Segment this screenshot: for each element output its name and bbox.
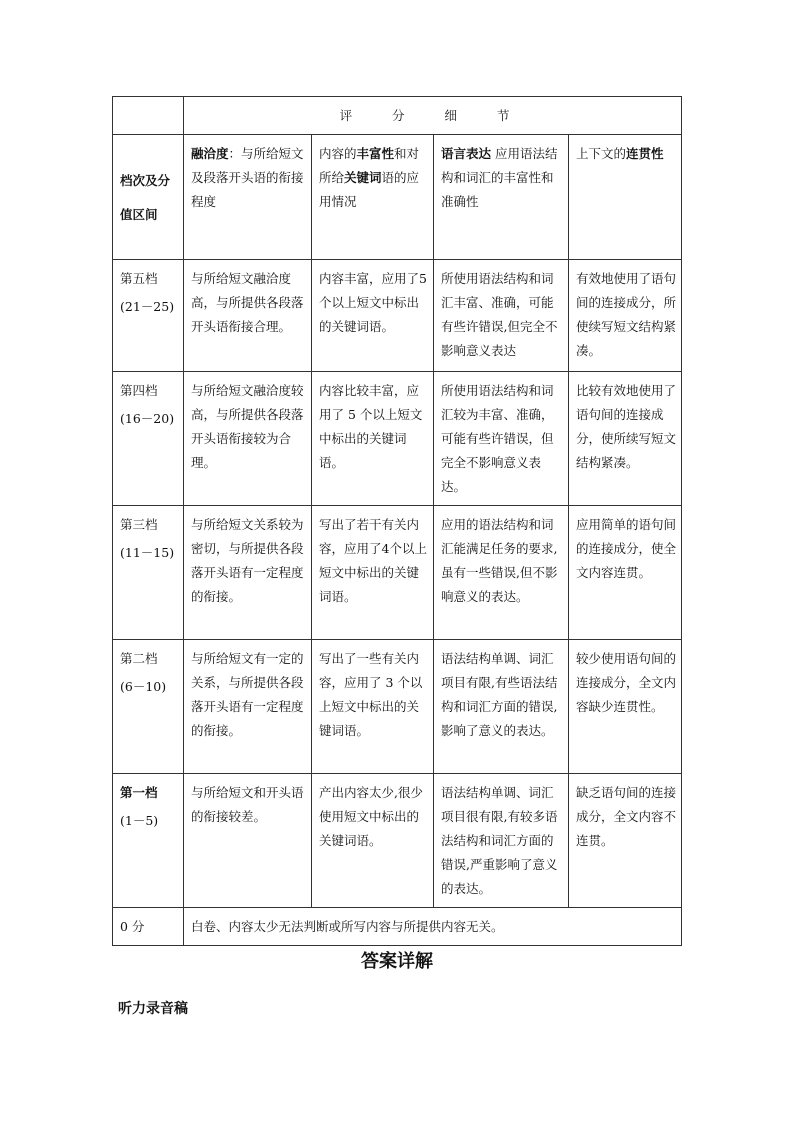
cell-cohesion: 较少使用语句间的连接成分，全文内容缺少连贯性。: [569, 640, 682, 774]
cell-richness: 写出了若干有关内容，应用了4个以上短文中标出的关键词语。: [312, 506, 434, 640]
level-cell: [113, 260, 184, 372]
criterion-2-post: 语的应用情况: [319, 170, 420, 209]
criterion-1-text: ：与所给短文及段落开头语的衔接程度: [191, 146, 304, 209]
cell-language: 应用的语法结构和词汇能满足任务的要求,虽有一些错误,但不影响意义的表达。: [434, 506, 569, 640]
criterion-4-bold: 连贯性: [626, 146, 664, 161]
criterion-coherence-fit: [184, 135, 312, 260]
criterion-cohesion: [569, 135, 682, 260]
criterion-4-pre: 上下文的: [576, 146, 627, 161]
cell-richness: 内容比较丰富，应用了 5 个以上短文中标出的关键词语。: [312, 372, 434, 506]
level-range: (21－25): [120, 299, 175, 314]
cell-cohesion: 应用简单的语句间的连接成分，使全文内容连贯。: [569, 506, 682, 640]
criterion-3-text: 应用语法结构和词汇的丰富性和准确性: [441, 146, 558, 209]
cell-coherence-fit: 与所给短文和开头语的衔接较差。: [184, 774, 312, 908]
level-cell: [113, 506, 184, 640]
table-row: [113, 774, 682, 908]
cell-richness: 写出了一些有关内容，应用了 3 个以上短文中标出的关键词语。: [312, 640, 434, 774]
section-title: 答案详解: [361, 951, 433, 972]
cell-coherence-fit: 与所给短文关系较为密切，与所提供各段落开头语有一定程度的衔接。: [184, 506, 312, 640]
level-range: (11－15): [120, 545, 175, 560]
cell-coherence-fit: 与所给短文融洽度高，与所提供各段落开头语衔接合理。: [184, 260, 312, 372]
criterion-2-pre: 内容的: [319, 146, 357, 161]
cell-coherence-fit: 与所给短文融洽度较高，与所提供各段落开头语衔接较为合理。: [184, 372, 312, 506]
table-row: [113, 372, 682, 506]
table-row: [113, 506, 682, 640]
header-title: 评 分 细 节: [184, 97, 682, 135]
criterion-3-bold: 语言表达: [441, 146, 492, 161]
cell-language: 所使用语法结构和词汇较为丰富、准确，可能有些许错误，但完全不影响意义表达。: [434, 372, 569, 506]
zero-level: 0 分: [113, 908, 184, 946]
level-range: (16－20): [120, 411, 175, 426]
cell-cohesion: 有效地使用了语句间的连接成分，所使续写短文结构紧凑。: [569, 260, 682, 372]
level-cell: [113, 640, 184, 774]
level-name: 第一档: [120, 785, 158, 800]
level-name: 第五档: [120, 271, 158, 286]
cell-language: 所使用语法结构和词汇丰富、准确，可能有些许错误,但完全不影响意义表达: [434, 260, 569, 372]
level-range: (6－10): [120, 679, 167, 694]
zero-score-row: [113, 908, 682, 946]
level-header: 档次及分值区间: [113, 135, 184, 260]
cell-richness: 产出内容太少,很少使用短文中标出的关键词语。: [312, 774, 434, 908]
level-name: 第三档: [120, 517, 158, 532]
scoring-rubric-table: [112, 96, 682, 946]
criteria-row: [113, 135, 682, 260]
cell-language: 语法结构单调、词汇项目有限,有些语法结构和词汇方面的错误,影响了意义的表达。: [434, 640, 569, 774]
criterion-language: [434, 135, 569, 260]
cell-richness: 内容丰富，应用了5个以上短文中标出的关键词语。: [312, 260, 434, 372]
corner-cell: [113, 97, 184, 135]
table-row: [113, 640, 682, 774]
cell-language: 语法结构单调、词汇项目很有限,有较多语法结构和词汇方面的错误,严重影响了意义的表达。: [434, 774, 569, 908]
criterion-richness: [312, 135, 434, 260]
cell-cohesion: 比较有效地使用了语句间的连接成分，使所续写短文结构紧凑。: [569, 372, 682, 506]
level-cell: [113, 774, 184, 908]
level-name: 第二档: [120, 651, 158, 666]
zero-description: 白卷、内容太少无法判断或所写内容与所提供内容无关。: [184, 908, 682, 946]
level-cell: [113, 372, 184, 506]
cell-coherence-fit: 与所给短文有一定的关系，与所提供各段落开头语有一定程度的衔接。: [184, 640, 312, 774]
header-row: [113, 97, 682, 135]
subsection-title: 听力录音稿: [118, 1001, 188, 1017]
level-range: (1－5): [120, 813, 159, 828]
level-name: 第四档: [120, 383, 158, 398]
table-row: [113, 260, 682, 372]
cell-cohesion: 缺乏语句间的连接成分，全文内容不连贯。: [569, 774, 682, 908]
criterion-2-mid: 和对所给: [319, 146, 420, 185]
criterion-1-bold: 融洽度: [191, 146, 229, 161]
criterion-2-bold2: 关键词: [344, 170, 382, 185]
criterion-2-bold1: 丰富性: [356, 146, 395, 161]
